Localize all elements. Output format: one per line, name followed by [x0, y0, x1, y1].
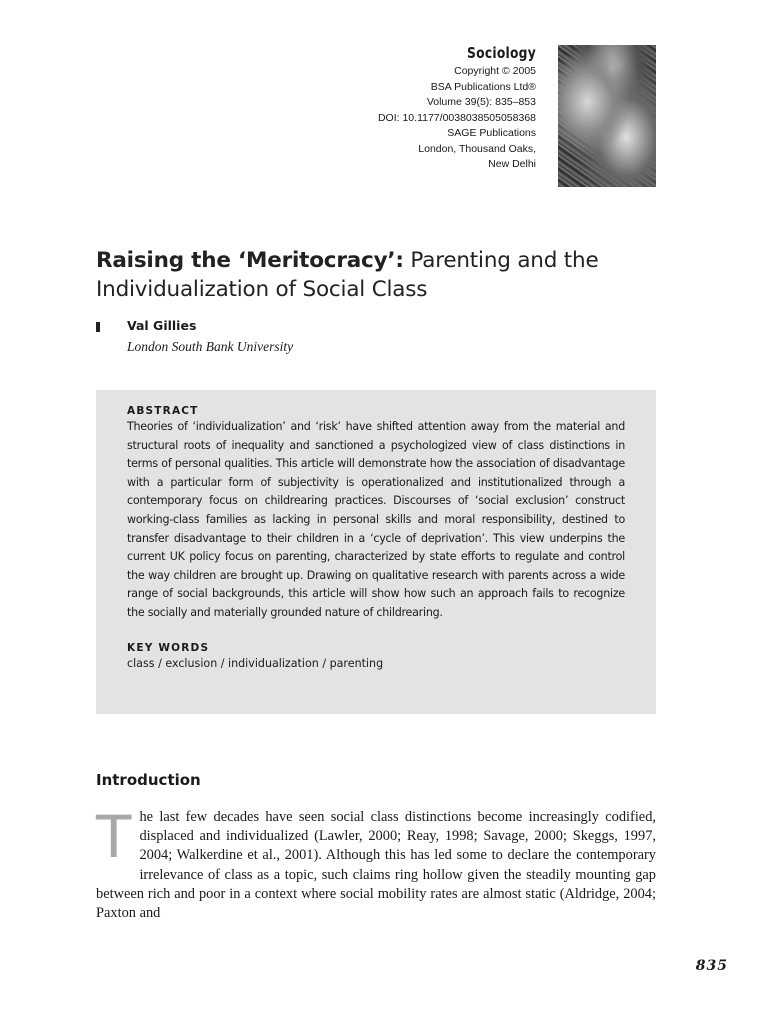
journal-name: Sociology: [467, 44, 536, 62]
abstract-heading: ABSTRACT: [127, 405, 199, 417]
locations-line: London, Thousand Oaks,: [418, 142, 536, 155]
keywords-list: class / exclusion / individualization / parenting: [127, 656, 384, 670]
introduction-paragraph: [96, 803, 656, 923]
copyright-line: Copyright © 2005: [454, 65, 536, 77]
journal-info: [236, 44, 536, 173]
volume-line: Volume 39(5): 835–853: [426, 96, 536, 108]
journal-cover-image: [558, 45, 656, 187]
publisher-name: SAGE Publications: [447, 127, 536, 139]
abstract-text: Theories of ‘individualization’ and ‘risk’ have shifted attention away from the material and structural roots of inequality and sanctioned a psychologized view of class distinctions in terms of personal qualities. This article will demonstrate how the association of disadvantage with a particular form of subjectivity is operationalized and institutionalized through a contemporary focus on childrearing practices. Discourses of ‘social exclusion’ construct working-class families as lacking in personal skills and moral responsibility, destined to transfer disadvantage to their children in a ‘cycle of deprivation’. This view underpins the current UK policy focus on parenting, characterized by state efforts to regulate and control the way children are brought up. Drawing on qualitative research with parents across a wide range of social backgrounds, this article will show how such an approach fails to recognize the socially and materially grounded nature of childrearing.: [127, 420, 625, 619]
doi-line: DOI: 10.1177/0038038505058368: [377, 111, 536, 124]
author-affiliation: London South Bank University: [127, 339, 294, 354]
introduction-heading: Introduction: [96, 771, 201, 789]
publisher-line: BSA Publications Ltd®: [430, 80, 536, 93]
introduction-text: he last few decades have seen social class distinctions become increasingly codified, displaced and individualized (Lawler, 2000; Reay, 1998; Savage, 2000; Skeggs, 1997, 2004; Walkerdine et al., 2001). Although this has led some to declare the contemporary irrelevance of class as a topic, such claims ring hollow given the steadily mounting gap between rich and poor in a context where social mobility rates are almost static (Aldridge, 2004; Paxton and: [96, 809, 656, 922]
title-rest-part: Parenting and the Individualization of Social Class: [96, 248, 599, 302]
abstract-box: [96, 390, 656, 714]
title-bold-part: Raising the ‘Meritocracy’:: [96, 248, 404, 273]
author-bullet-icon: [96, 322, 100, 332]
drop-cap: T: [96, 803, 132, 871]
keywords-heading: KEY WORDS: [127, 641, 210, 654]
page-number: 835: [695, 958, 728, 974]
locations-line-2: New Delhi: [488, 158, 536, 170]
author-name: Val Gillies: [127, 318, 197, 333]
article-title: [96, 246, 656, 304]
